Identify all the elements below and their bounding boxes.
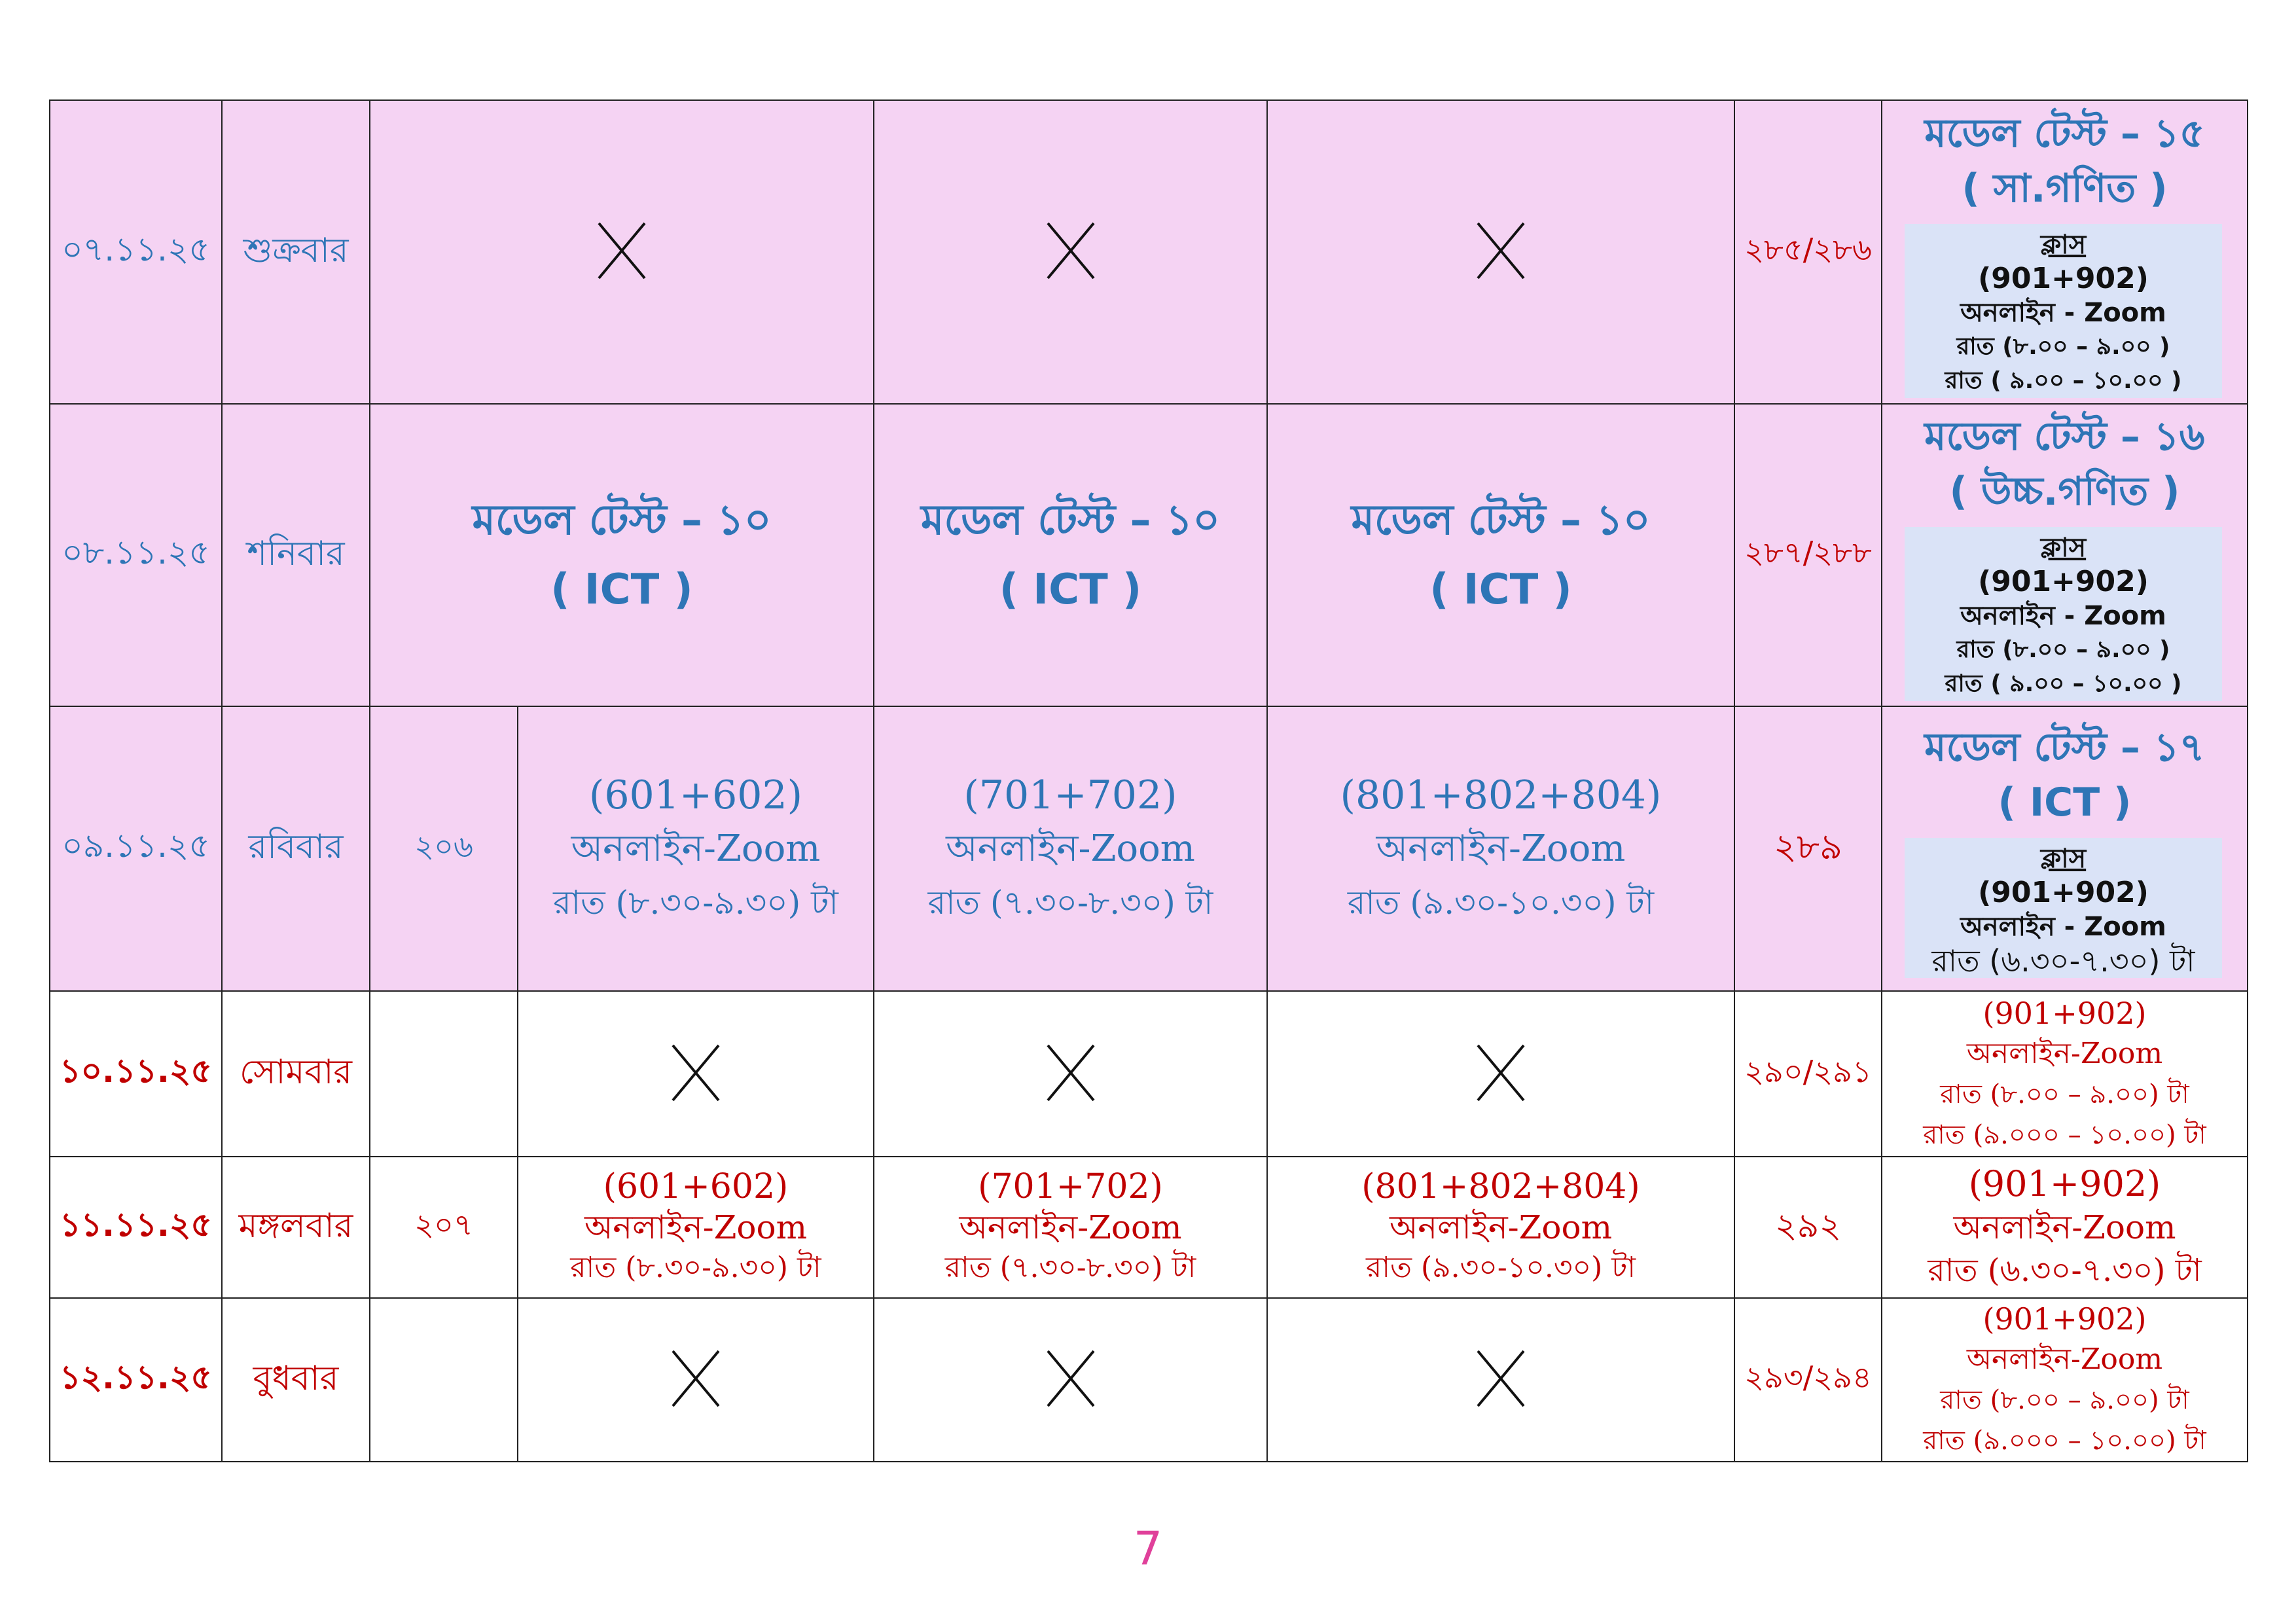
class-time: রাত (৬.৩০-৭.৩০) টা (1928, 1252, 2202, 1289)
class-groups: (901+902) (1968, 1163, 2161, 1204)
class-groups: (901+902) (1978, 875, 2149, 909)
class-slot-cell (518, 1157, 874, 1298)
class-time: রাত (৯.৩০-১০.৩০) টা (1347, 883, 1655, 922)
class-groups: (601+602) (603, 1167, 789, 1206)
class-slot-cell (1267, 706, 1734, 991)
code-cell: ২৮৫/২৮৬ (1734, 100, 1882, 404)
class-mode: অনলাইন-Zoom (1966, 1036, 2163, 1070)
model-test-cell (1882, 404, 2248, 706)
model-test-subject: ( সা.গণিত ) (1962, 166, 2168, 211)
code-cell: ২৮৭/২৮৮ (1734, 404, 1882, 706)
day-cell: বুধবার (222, 1298, 370, 1462)
class-slot-cell (1882, 991, 2248, 1157)
empty-slot-cell (518, 991, 874, 1157)
code-cell: ২৮৯ (1734, 706, 1882, 991)
class-time: রাত (৯.৩০-১০.৩০) টা (1366, 1251, 1636, 1284)
code-cell: ২৯২ (1734, 1157, 1882, 1298)
class-label: ক্লাস (2040, 533, 2087, 563)
class-time: রাত (৭.৩০-৮.৩০) টা (944, 1251, 1196, 1284)
class-groups: (801+802+804) (1361, 1167, 1640, 1206)
date-cell: ০৯.১১.২৫ (50, 706, 222, 991)
class-time: রাত ( ৯.০০ – ১০.০০ ) (1945, 670, 2182, 697)
class-slot-cell (874, 706, 1267, 991)
cross-icon (596, 221, 647, 281)
class-mode: অনলাইন-Zoom (946, 827, 1195, 870)
schedule-row (50, 706, 2248, 991)
model-test-subject: ( ICT ) (550, 566, 693, 614)
class-mode: অনলাইন-Zoom (584, 1208, 807, 1246)
date-cell: ১১.১১.২৫ (50, 1157, 222, 1298)
empty-slot-cell (1267, 1298, 1734, 1462)
class-mode: অনলাইন-Zoom (571, 827, 821, 870)
class-groups: (901+902) (1978, 262, 2149, 295)
class-mode: অনলাইন - Zoom (1960, 298, 2166, 328)
class-groups: (801+802+804) (1340, 772, 1662, 818)
cross-icon (1475, 221, 1526, 281)
class-slot-cell (1882, 1298, 2248, 1462)
room-cell (370, 1298, 518, 1462)
class-slot-cell (1882, 1157, 2248, 1298)
day-cell: মঙ্গলবার (222, 1157, 370, 1298)
class-slot-cell (874, 1157, 1267, 1298)
schedule-table (49, 99, 2248, 1462)
page-number: 7 (1133, 1522, 1163, 1576)
class-time: রাত (৯.০০০ – ১০.০০) টা (1923, 1119, 2206, 1150)
code-cell: ২৯০/২৯১ (1734, 991, 1882, 1157)
class-time: রাত (৭.৩০-৮.৩০) টা (927, 883, 1213, 922)
class-mode: অনলাইন-Zoom (959, 1208, 1182, 1246)
schedule-row (50, 404, 2248, 706)
model-test-cell (874, 404, 1267, 706)
class-groups: (601+602) (588, 772, 803, 818)
model-test-title: মডেল টেস্ট – ১৬ (1924, 414, 2205, 460)
class-slot-cell (1267, 1157, 1734, 1298)
empty-slot-cell (370, 100, 874, 404)
model-test-cell (1882, 100, 2248, 404)
class-mode: অনলাইন-Zoom (1953, 1208, 2176, 1246)
model-test-subject: ( ICT ) (1429, 566, 1572, 614)
day-cell: শনিবার (222, 404, 370, 706)
model-test-cell (1882, 706, 2248, 991)
empty-slot-cell (1267, 991, 1734, 1157)
cross-icon (1045, 1348, 1096, 1409)
class-time: রাত (৮.৩০-৯.৩০) টা (570, 1251, 821, 1284)
class-time: রাত ( ৯.০০ – ১০.০০ ) (1945, 367, 2182, 394)
schedule-row (50, 1298, 2248, 1462)
class-mode: অনলাইন-Zoom (1966, 1343, 2163, 1376)
class-groups: (701+702) (978, 1167, 1163, 1206)
class-info-box (1905, 838, 2222, 978)
cross-icon (1045, 1043, 1096, 1103)
cross-icon (670, 1348, 721, 1409)
date-cell: ১০.১১.২৫ (50, 991, 222, 1157)
cross-icon (670, 1043, 721, 1103)
class-mode: অনলাইন - Zoom (1960, 601, 2166, 631)
model-test-subject: ( উচ্চ.গণিত ) (1949, 469, 2180, 514)
cross-icon (1475, 1348, 1526, 1409)
day-cell: সোমবার (222, 991, 370, 1157)
date-cell: ০৮.১১.২৫ (50, 404, 222, 706)
day-cell: রবিবার (222, 706, 370, 991)
date-cell: ১২.১১.২৫ (50, 1298, 222, 1462)
date-cell: ০৭.১১.২৫ (50, 100, 222, 404)
cross-icon (1045, 221, 1096, 281)
room-cell (370, 991, 518, 1157)
empty-slot-cell (874, 100, 1267, 404)
room-cell: ২০৬ (370, 706, 518, 991)
class-slot-cell (518, 706, 874, 991)
class-label: ক্লাস (2040, 843, 2087, 874)
class-label: ক্লাস (2040, 230, 2087, 260)
model-test-subject: ( ICT ) (999, 566, 1142, 614)
class-mode: অনলাইন - Zoom (1960, 911, 2166, 942)
schedule-row (50, 100, 2248, 404)
class-time: রাত (৮.৩০-৯.৩০) টা (553, 883, 838, 922)
class-info-box (1905, 527, 2222, 701)
class-info-box (1905, 224, 2222, 398)
model-test-title: মডেল টেস্ট – ১৫ (1924, 111, 2205, 156)
code-cell: ২৯৩/২৯৪ (1734, 1298, 1882, 1462)
model-test-title: মডেল টেস্ট – ১৭ (1924, 724, 2205, 770)
class-time: রাত (৯.০০০ – ১০.০০) টা (1923, 1426, 2206, 1456)
class-time: রাত (৬.৩০-৭.৩০) টা (1931, 943, 2195, 978)
model-test-title: মডেল টেস্ট – ১০ (1351, 496, 1651, 545)
empty-slot-cell (1267, 100, 1734, 404)
class-time: রাত (৮.০০ – ৯.০০ ) (1956, 333, 2170, 360)
room-cell: ২০৭ (370, 1157, 518, 1298)
model-test-cell (1267, 404, 1734, 706)
class-groups: (901+902) (1982, 1301, 2147, 1337)
class-groups: (901+902) (1978, 565, 2149, 598)
schedule-row (50, 1157, 2248, 1298)
empty-slot-cell (874, 1298, 1267, 1462)
class-mode: অনলাইন-Zoom (1389, 1208, 1612, 1246)
class-time: রাত (৮.০০ – ৯.০০) টা (1940, 1385, 2189, 1415)
day-cell: শুক্রবার (222, 100, 370, 404)
class-groups: (901+902) (1982, 995, 2147, 1031)
model-test-subject: ( ICT ) (1998, 779, 2132, 825)
class-mode: অনলাইন-Zoom (1376, 827, 1626, 870)
class-time: রাত (৮.০০ – ৯.০০) টা (1940, 1079, 2189, 1110)
cross-icon (1475, 1043, 1526, 1103)
model-test-title: মডেল টেস্ট – ১০ (472, 496, 772, 545)
schedule-row (50, 991, 2248, 1157)
model-test-cell (370, 404, 874, 706)
model-test-title: মডেল টেস্ট – ১০ (921, 496, 1220, 545)
class-groups: (701+702) (963, 772, 1177, 818)
class-time: রাত (৮.০০ – ৯.০০ ) (1956, 636, 2170, 663)
empty-slot-cell (518, 1298, 874, 1462)
empty-slot-cell (874, 991, 1267, 1157)
